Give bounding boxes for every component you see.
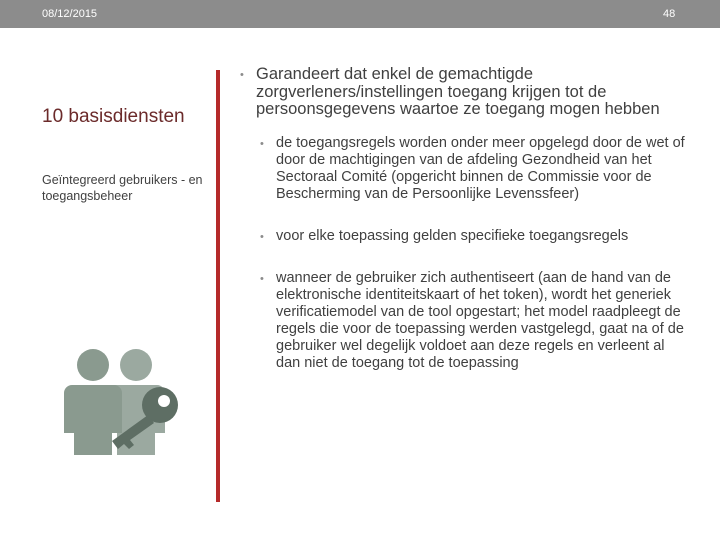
sub-bullet-text: wanneer de gebruiker zich authentiseert (aan de hand van de elektronische identiteitskaart of het token), wordt het generiek verificatiemodel van de tool opgestart; het model raadpleegt de regels die voor de toepassing werden vastgelegd, gaat na of de gebruiker wel degelijk voldoet aan deze regels en verleent al dan niet de toegang tot de toepassing <box>276 269 684 371</box>
users-key-icon <box>60 345 190 455</box>
bullet-list <box>240 66 690 397</box>
vertical-divider <box>216 70 220 502</box>
slide-date: 08/12/2015 <box>42 8 98 20</box>
header-bar <box>0 0 720 28</box>
bullet-marker: • <box>260 137 264 150</box>
slide-number: 48 <box>663 8 676 20</box>
sub-bullet-item <box>240 270 690 372</box>
slide-subtitle: Geïntegreerd gebruikers - en toegangsbeheer <box>42 173 203 203</box>
bullet-marker: • <box>260 272 264 285</box>
sub-bullet-item <box>240 135 690 203</box>
bullet-marker: • <box>240 69 244 81</box>
bullet-text: Garandeert dat enkel de gemachtigde zorgverleners/instellingen toegang krijgen tot de persoonsgegevens waartoe ze toegang mogen hebben <box>256 65 660 118</box>
slide-title: 10 basisdiensten <box>42 106 185 127</box>
bullet-marker: • <box>260 230 264 243</box>
sub-bullet-text: voor elke toepassing gelden specifieke toegangsregels <box>276 227 629 244</box>
sub-bullet-item <box>240 228 690 245</box>
sub-bullet-text: de toegangsregels worden onder meer opgelegd door de wet of door de machtigingen van de afdeling Gezondheid van het Sectoraal Comité (opgericht binnen de Commissie voor de Bescherming van de Persoonlijke Levenssfeer) <box>276 134 685 202</box>
bullet-item <box>240 66 690 119</box>
